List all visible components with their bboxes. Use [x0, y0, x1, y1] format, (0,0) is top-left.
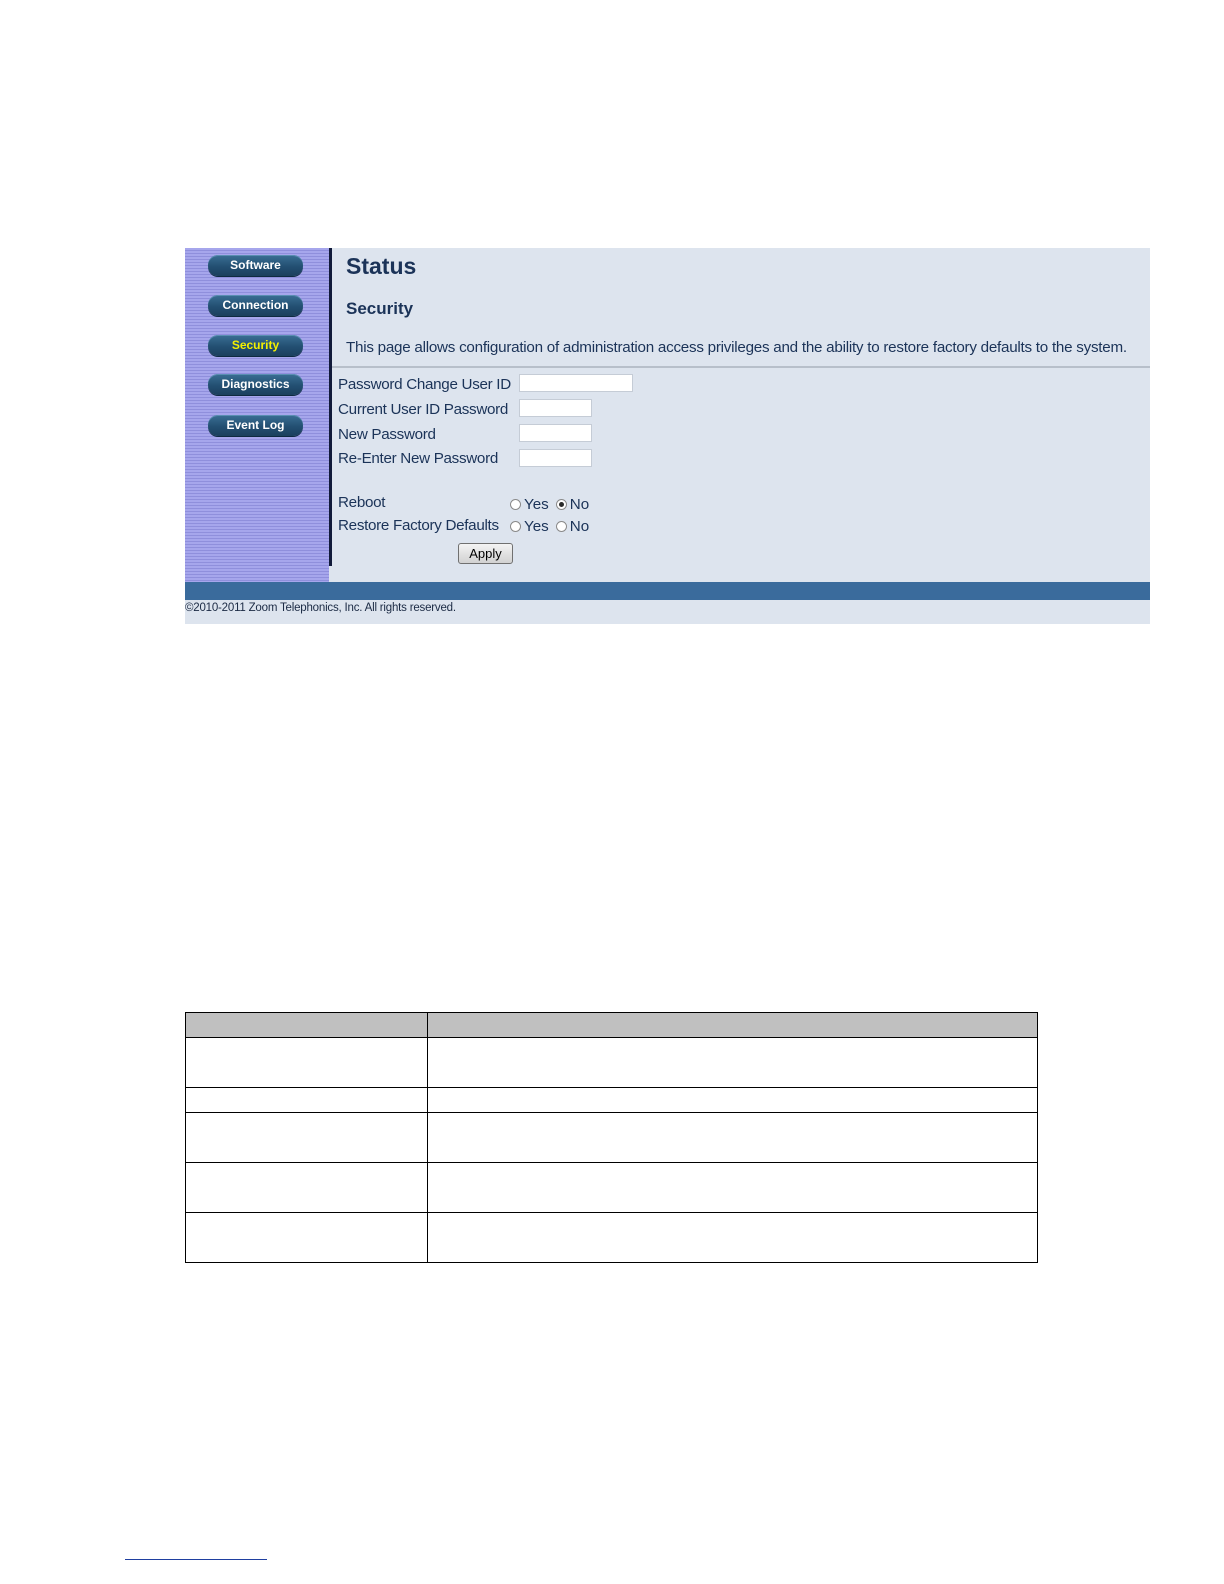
table-cell [428, 1163, 1038, 1213]
footer-bar [185, 582, 1150, 600]
page-title: Status [346, 253, 417, 279]
table-row [186, 1213, 1038, 1263]
table-cell [186, 1163, 428, 1213]
reboot-label: Reboot [338, 494, 386, 511]
apply-button[interactable]: Apply [458, 543, 513, 564]
reboot-yes-radio[interactable] [510, 499, 521, 510]
password-change-user-id-label: Password Change User ID [338, 376, 511, 393]
footnote-separator [125, 1559, 267, 1560]
restore-yes-radio[interactable] [510, 521, 521, 532]
sidebar-item-software[interactable]: Software [208, 255, 303, 276]
sidebar-item-diagnostics[interactable]: Diagnostics [208, 374, 303, 395]
password-change-user-id-input[interactable] [519, 374, 633, 392]
reenter-new-password-input[interactable] [519, 449, 592, 467]
table-cell [428, 1213, 1038, 1263]
sidebar [185, 248, 329, 582]
new-password-label: New Password [338, 426, 436, 443]
table-row [186, 1163, 1038, 1213]
restore-yes-label[interactable]: Yes [524, 517, 549, 535]
table-cell [428, 1113, 1038, 1163]
page-description: This page allows configuration of administration access privileges and the ability to restore factory defaults to the system. [346, 339, 1127, 356]
sidebar-item-connection[interactable]: Connection [208, 295, 303, 316]
reboot-no-radio[interactable] [556, 499, 567, 510]
copyright-text: ©2010-2011 Zoom Telephonics, Inc. All rights reserved. [185, 602, 456, 614]
table-row [186, 1038, 1038, 1088]
table-cell [186, 1113, 428, 1163]
sidebar-item-security[interactable]: Security [208, 335, 303, 356]
router-web-ui [185, 248, 1150, 624]
sidebar-divider [329, 248, 332, 566]
reboot-no-label[interactable]: No [569, 495, 590, 513]
new-password-input[interactable] [519, 424, 592, 442]
section-title: Security [346, 299, 414, 318]
current-user-id-password-label: Current User ID Password [338, 401, 509, 418]
restore-no-radio[interactable] [556, 521, 567, 532]
document-table [185, 1012, 1038, 1263]
reenter-new-password-label: Re-Enter New Password [338, 450, 498, 467]
table-header-row [186, 1013, 1038, 1038]
table-cell [186, 1038, 428, 1088]
table-header-cell [428, 1013, 1038, 1038]
divider [332, 366, 1150, 368]
table-row [186, 1088, 1038, 1113]
table-row [186, 1113, 1038, 1163]
restore-radio-group [510, 517, 596, 535]
restore-factory-defaults-label: Restore Factory Defaults [338, 517, 499, 534]
table-cell [428, 1038, 1038, 1088]
restore-no-label[interactable]: No [569, 517, 590, 535]
sidebar-item-event-log[interactable]: Event Log [208, 415, 303, 436]
reboot-radio-group [510, 495, 596, 513]
current-user-id-password-input[interactable] [519, 399, 592, 417]
table-header-cell [186, 1013, 428, 1038]
reboot-yes-label[interactable]: Yes [524, 495, 549, 513]
table-cell [428, 1088, 1038, 1113]
table-cell [186, 1213, 428, 1263]
table-cell [186, 1088, 428, 1113]
